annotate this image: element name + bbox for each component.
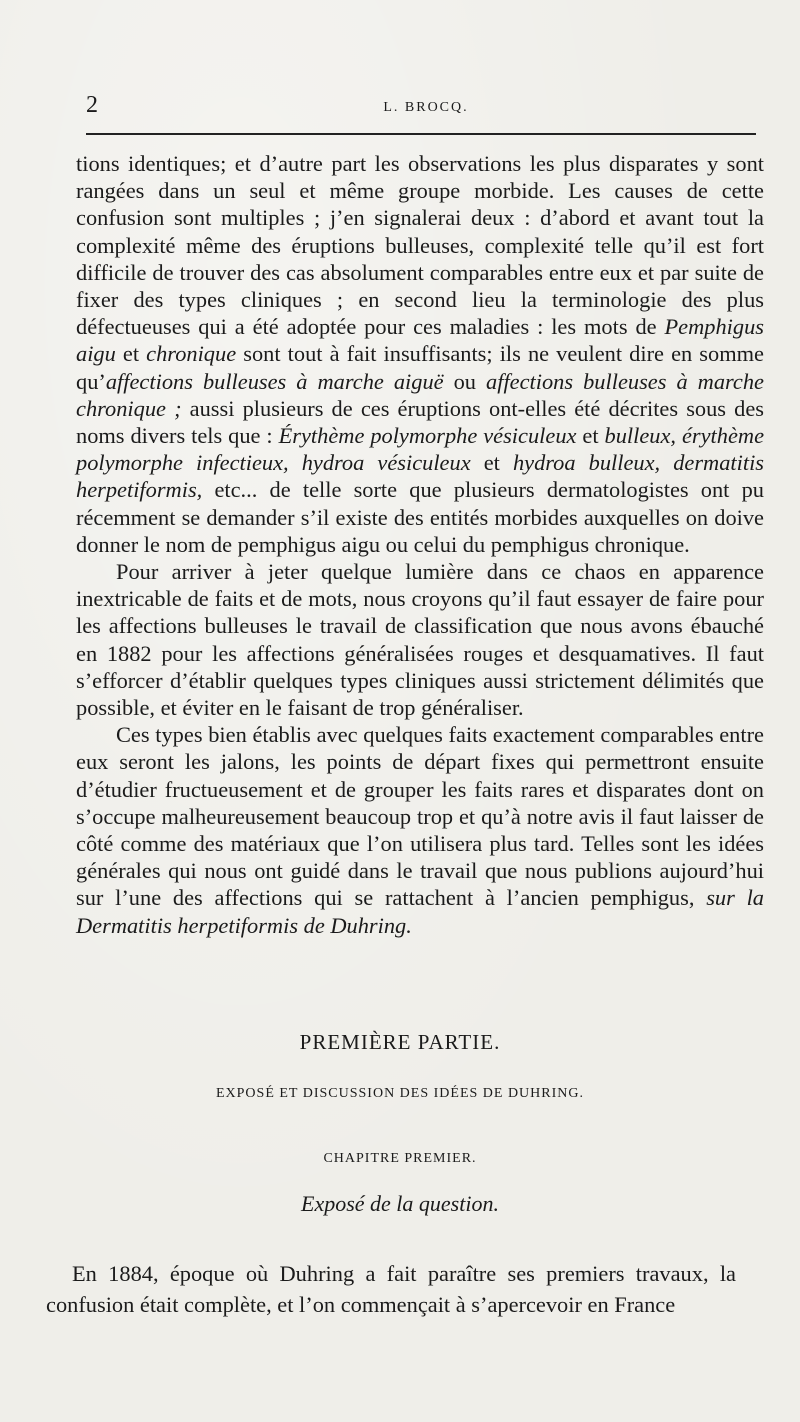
paragraph-3-run: Ces types bien établis avec quelques faits exactement comparables entre eux seront les jalons, les points de départ fixes qui permettront ensuite d’étudier fructueusement et de grouper les faits rares et disparates dont on s’occupe malheureusement beaucoup trop et qu’à notre avis il faut laisser de côté comme des matériaux que l’on utilisera plus tard. Telles sont les idées générales qui nous ont guidé dans le travail que nous publions aujourd’hui sur l’une des affections qui se rattachent à l’ancien pemphigus,: [76, 722, 764, 911]
final-text: [46, 1258, 736, 1320]
paragraph-1-run: Pemphigus aigu: [76, 314, 764, 367]
part-subheading: EXPOSÉ ET DISCUSSION DES IDÉES DE DUHRING.: [215, 1086, 585, 1101]
part-heading: PREMIÈRE PARTIE.: [299, 1030, 501, 1054]
paragraph-1-run: et: [470, 450, 513, 476]
paragraph-1-run: etc... de telle sorte que plusieurs dermatologistes ont pu récemment se demander s’il existe des entités morbides auxquelles on doive donner le nom de pemphigus aigu ou celui du pemphigus chronique.: [76, 477, 764, 557]
paragraph-2: Pour arriver à jeter quelque lumière dans ce chaos en apparence inextricable de faits et de mots, nous croyons qu’il faut essayer de faire pour les affections bulleuses le travail de classification que nous avons ébauché en 1882 pour les affections généralisées rouges et desquamatives. Il faut s’efforcer d’établir quelques types cliniques aussi strictement délimités que possible, et éviter en le faisant de trop généraliser.: [76, 559, 764, 721]
paragraph-1-run: affections bulleuses à marche aiguë: [105, 368, 444, 394]
chapter-title: Exposé de la question.: [301, 1191, 499, 1216]
page-number: 2: [86, 92, 98, 118]
paragraph-1-run: aussi plusieurs de ces éruptions ont-elles été décrites sous des noms divers tels que :: [76, 395, 764, 449]
paragraph-1-run: hydroa bulleux, dermatitis herpetiformis,: [76, 450, 765, 503]
page-header: [86, 92, 766, 132]
header-rule: [86, 133, 756, 135]
paragraph-3: [76, 721, 764, 939]
paragraph-1-run: sont tout à fait insuffisants; ils ne veulent dire en somme qu’: [76, 341, 764, 394]
paragraph-1-run: ou: [443, 368, 487, 394]
paragraph-1-run: et: [115, 341, 147, 367]
chapter-heading: CHAPITRE PREMIER.: [323, 1151, 477, 1166]
body-text: [76, 150, 764, 939]
paragraph-1-run: chronique: [146, 341, 237, 367]
paragraph-3-run: sur la Dermatitis herpetiformis de Duhring.: [76, 885, 764, 938]
paragraph-1-run: Érythème polymorphe vésiculeux: [278, 423, 577, 449]
paragraph-1-run: et: [576, 423, 605, 449]
paragraph-4: En 1884, époque où Duhring a fait paraître ses premiers travaux, la confusion était complète, et l’on commençait à s’apercevoir en France: [46, 1261, 736, 1317]
paragraph-1-run: affections bulleuses à marche chronique ;: [76, 368, 764, 421]
paragraph-1-run: bulleux, érythème polymorphe infectieux, hydroa vésiculeux: [76, 423, 765, 476]
paragraph-1: [76, 150, 764, 558]
paragraph-1-run: tions identiques; et d’autre part les observations les plus disparates y sont rangées dans un seul et même groupe morbide. Les causes de cette confusion sont multiples ; j’en signalerai deux : d’abord et avant tout la complexité même des éruptions bulleuses, complexité telle qu’il est fort difficile de trouver des cas absolument comparables entre eux et par suite de fixer des types cliniques ; en second lieu la terminologie des plus défectueuses qui a été adoptée pour ces maladies : les mots de: [76, 151, 764, 340]
running-head: L. BROCQ.: [383, 100, 469, 115]
